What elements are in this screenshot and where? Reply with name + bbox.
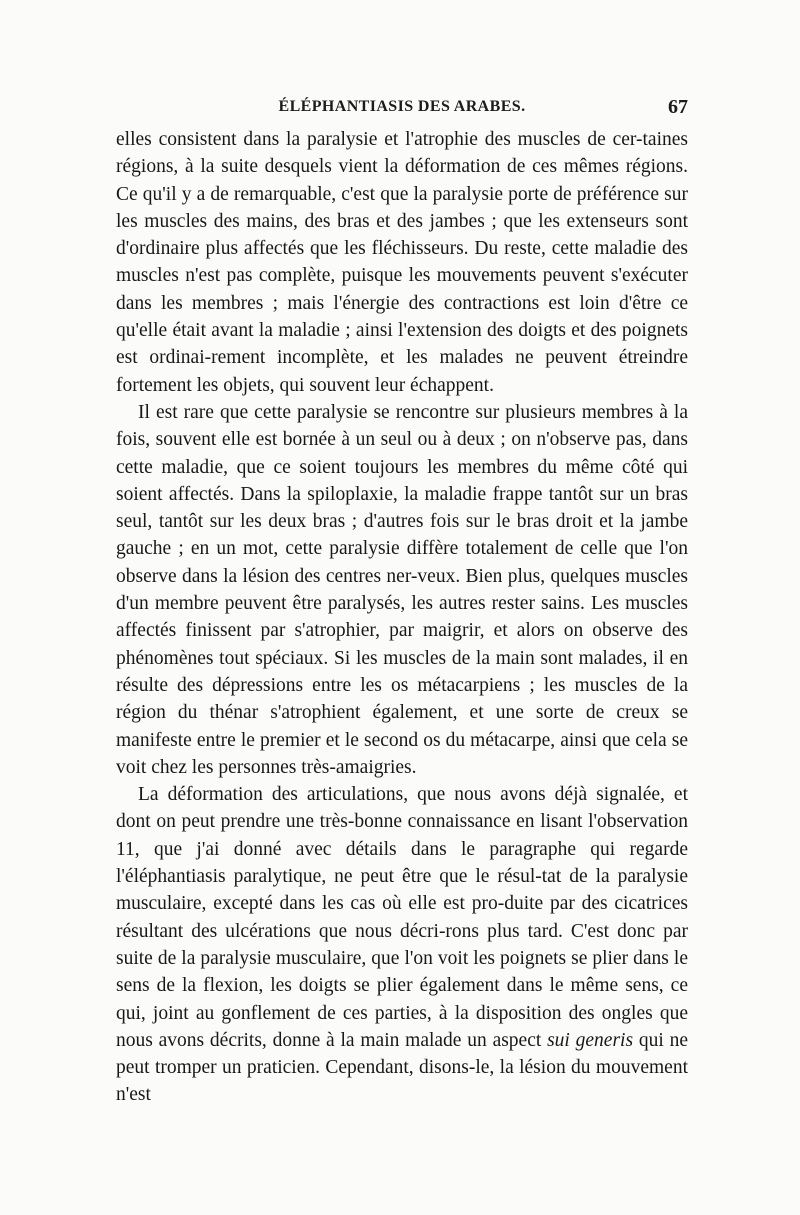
page-number: 67 — [668, 96, 688, 118]
paragraph-3-text-after: qui ne peut tromper un praticien. Cependant, disons-le, la lésion du mouvement n'est — [116, 1029, 688, 1106]
paragraph-2: Il est rare que cette paralysie se rencontre sur plusieurs membres à la fois, souvent elle est bornée à un seul ou à deux ; on n'observe pas, dans cette maladie, que ce soient toujours les membres du même côté qui soient affectés. Dans la spiloplaxie, la maladie frappe tantôt sur un bras seul, tantôt sur les deux bras ; d'autres fois sur le bras droit et la jambe gauche ; en un mot, cette paralysie diffère totalement de celle que l'on observe dans la lésion des centres ner-veux. Bien plus, quelques muscles d'un membre peuvent être paralysés, les autres rester sains. Les muscles affectés finissent par s'atrophier, par maigrir, et alors on observe des phénomènes tout spéciaux. Si les muscles de la main sont malades, il en résulte des dépressions entre les os métacarpiens ; les muscles de la région du thénar s'atrophient également, et une sorte de creux se manifeste entre le premier et le second os du métacarpe, ainsi que cela se voit chez les personnes très-amaigries. — [116, 401, 688, 778]
paragraph-3 — [116, 781, 688, 1109]
paragraph-3-italic-phrase: sui generis — [547, 1029, 634, 1051]
paragraph-3-text-before: La déformation des articulations, que nous avons déjà signalée, et dont on peut prendre une très-bonne connaissance en lisant l'observation 11, que j'ai donné avec détails dans le paragraphe qui regarde l'éléphantiasis paralytique, ne peut être que le résul-tat de la paralysie musculaire, excepté dans les cas où elle est pro-duite par des cicatrices résultant des ulcérations que nous décri-rons plus tard. C'est donc par suite de la paralysie musculaire, que l'on voit les poignets se plier dans le sens de la flexion, les doigts se plier également dans le même sens, ce qui, joint au gonflement de ces parties, à la disposition des ongles que nous avons décrits, donne à la main malade un aspect — [116, 784, 688, 1051]
running-title: ÉLÉPHANTIASIS DES ARABES. — [278, 98, 526, 115]
paragraph-1: elles consistent dans la paralysie et l'atrophie des muscles de cer-taines régions, à la suite desquels vient la déformation de ces mêmes régions. Ce qu'il y a de remarquable, c'est que la paralysie porte de préférence sur les muscles des mains, des bras et des jambes ; que les extenseurs sont d'ordinaire plus affectés que les fléchisseurs. Du reste, cette maladie des muscles n'est pas complète, puisque les mouvements peuvent s'exécuter dans les membres ; mais l'énergie des contractions est loin d'être ce qu'elle était avant la maladie ; ainsi l'extension des doigts et des poignets est ordinai-rement incomplète, et les malades ne peuvent étreindre fortement les objets, qui souvent leur échappent. — [116, 129, 688, 396]
body-text — [116, 126, 688, 1109]
page-header — [116, 98, 688, 122]
